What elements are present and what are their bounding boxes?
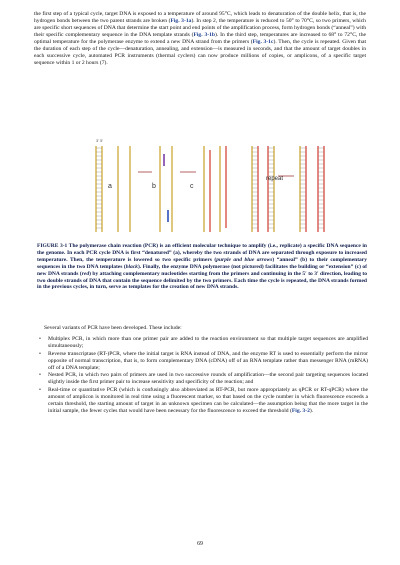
list-item	[38, 351, 368, 372]
list-item-text: Multiplex PCR, in which more than one primer pair are added to the reaction environment so that multiple target sequences are amplified simultaneously;	[48, 336, 368, 349]
figure-label-b: b	[152, 183, 156, 190]
text-run: ). In step 2, the temperature is reduced to 50° to 70°C, so two primers, which are specific short sequences of DNA that determine the start point and end points of the amplification process, form hydrogen bonds (“anneal”) with their specific complementary sequence in the DNA template strands (	[34, 18, 366, 38]
variants-intro: Several variants of PCR have been developed. These include:	[44, 325, 182, 331]
text-run: ). Then, the cycle is repeated. Given that the duration of each step of the cycle—denaturation, annealing, and extension—is measured in seconds, and that the amount of target doubles in each successive cycle, automated PCR instruments (thermal cyclers) can now produce millions of copies, or amplicons, of a specific target sequence within 1 or 2 hours (7).	[34, 39, 366, 66]
caption-text-italic: purple and blue arrows	[216, 256, 273, 263]
pcr-variants-list	[38, 336, 368, 415]
figure-reference-link[interactable]: Fig. 3-1b	[193, 32, 216, 38]
figure-label-a: a	[108, 183, 112, 190]
figure-repeat-label: repeat	[266, 176, 284, 182]
caption-text: ). Finally, the enzyme DNA polymerase (not pictured) facilitates the building or “extension” (c) of new DNA strands (	[37, 263, 367, 277]
figure-reference-link[interactable]: Fig. 3-2	[291, 407, 310, 414]
list-item	[38, 372, 368, 386]
caption-text: ) “anneal” (b) to their complementary sequences in the two DNA templates (	[37, 256, 367, 270]
pcr-figure-illustration	[56, 132, 346, 238]
caption-text: ) by attaching complementary nucleotides starting from the primers and continuing in the 5′ to 3′ direction, leading to two double strands of DNA that contain the sequence delimited by the two primers. Each time the cycle is repeated, the DNA strands formed in the previous cycles, in turn, serve as templates for the creation of new DNA strands.	[37, 270, 367, 291]
text-run: ). In the third step, temperatures are increased to 68° to 72°C, the optimal temperature for the polymerase enzyme to extend a new DNA strand from the primers (	[34, 32, 366, 45]
list-item-text: Nested PCR, in which two pairs of primers are used in two successive rounds of amplification—the second pair targeting sequences located slightly inside the first primer pair to increase sensitivity and specificity of the reaction; and	[48, 372, 368, 386]
figure-reference-link[interactable]: Fig. 3-1c	[252, 39, 274, 45]
caption-text-italic: red	[81, 270, 90, 277]
text-run: the first step of a typical cycle, target DNA is exposed to a temperature of around 95°C, which leads to denaturation of the double helix, that is, the hydrogen bonds between the two parent strands are broken (	[34, 11, 366, 24]
list-item-text: Real-time or quantitative PCR (which is confusingly also abbreviated as RT-PCR, but more appropriately as qPCR or RT-qPCR) where the amount of amplicon is monitored in real time using a fluorescent marker, so that based on the cycle number in which fluorescence exceeds a certain threshold, the starting amount of target in an unknown specimen can be calculated—the assumption being that the more target in the initial sample, the fewer cycles that would have been necessary for the fluorescence to exceed the threshold (	[48, 386, 368, 414]
caption-text: The polymerase chain reaction (PCR) is an efficient molecular technique to amplify (i.e., replicate) a specific DNA sequence in the genome. In each PCR cycle DNA is first “denatured” (a), whereby the two strands of DNA are separated through exposure to increased temperature. Then, the temperature is lowered so two specific primers (	[37, 243, 367, 263]
caption-text-italic: black	[125, 263, 138, 270]
list-item	[38, 387, 368, 415]
figure-label-c: c	[190, 183, 194, 190]
figure-reference-link[interactable]: Fig. 3-1a	[170, 18, 192, 24]
body-paragraph-pcr-steps	[34, 11, 366, 67]
figure-caption-label: FIGURE 3-1	[37, 243, 68, 249]
list-item-text: ).	[309, 407, 314, 414]
figure-caption	[37, 243, 367, 291]
list-item-text: Reverse transcriptase (RT-)PCR, where the initial target is RNA instead of DNA, and the enzyme RT is used to essentially perform the mirror opposite of normal transcription, that is, to form complementary DNA (cDNA) off of an RNA template rather than messenger RNA (mRNA) off of a DNA template;	[48, 350, 368, 371]
page-number: 69	[197, 541, 203, 547]
figure-strand-label: 3' 5'	[96, 138, 104, 143]
figure-lanes	[96, 146, 324, 232]
list-item	[38, 336, 368, 350]
